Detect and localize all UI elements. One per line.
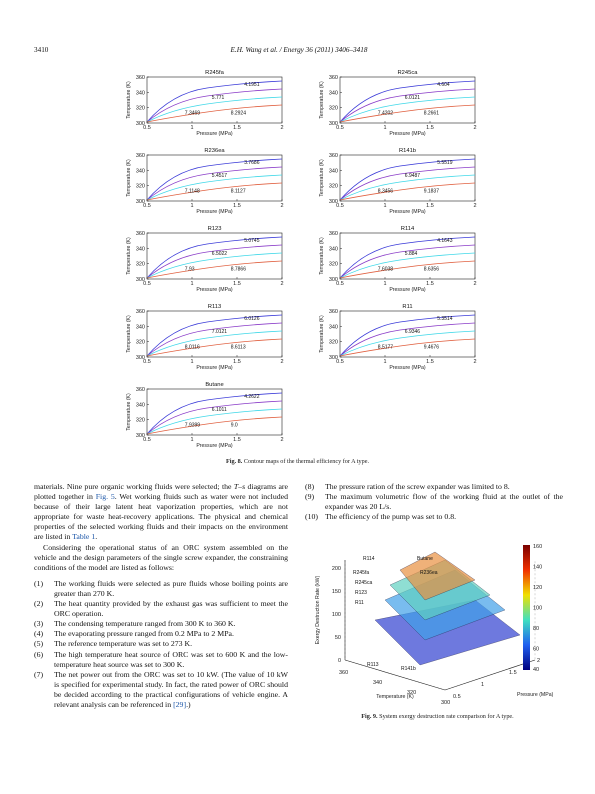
x-axis-label: Pressure (MPa) — [389, 209, 426, 215]
t-tick-label: 360 — [339, 670, 349, 676]
x-tick-label: 1 — [190, 359, 194, 365]
x-tick-label: 0.5 — [336, 203, 344, 209]
figure-9-caption-text: System exergy destruction rate comparison for A type. — [379, 713, 514, 720]
constraint-number: (3) — [34, 619, 44, 629]
z-tick-label: 100 — [331, 612, 341, 618]
y-axis-label: Temperature (K) — [126, 237, 132, 275]
panel-title: R123 — [207, 226, 222, 232]
y-tick-label: 300 — [135, 277, 145, 283]
y-tick-label: 320 — [328, 339, 338, 346]
y-tick-label: 340 — [135, 324, 145, 331]
x-tick-label: 0.5 — [143, 203, 151, 209]
contour-panel — [126, 148, 284, 215]
x-tick-label: 0.5 — [336, 359, 344, 365]
y-axis-label: Temperature (K) — [126, 315, 132, 353]
constraint-text: The condensing temperature ranged from 300 K to 360 K. — [54, 619, 236, 629]
table1-link[interactable]: Table 1 — [72, 532, 96, 542]
y-axis-label: Temperature (K) — [319, 315, 325, 353]
x-tick-label: 1.5 — [426, 359, 434, 365]
colorbar-tick-label: 60 — [533, 646, 540, 653]
page-number: 3410 — [34, 46, 49, 54]
x-tick-label: 2 — [280, 437, 284, 443]
panel-title: Butane — [205, 382, 224, 388]
y-axis-label: Temperature (K) — [126, 159, 132, 197]
y-tick-label: 320 — [135, 105, 145, 112]
contour-panel — [319, 70, 477, 137]
x-tick-label: 0.5 — [336, 125, 344, 131]
fluid-label: R113 — [367, 662, 379, 668]
t-tick-label: 320 — [407, 690, 417, 696]
x-tick-label: 2 — [473, 125, 477, 131]
y-tick-label: 300 — [328, 277, 338, 283]
x-tick-label: 2 — [473, 203, 477, 209]
y-tick-label: 340 — [135, 246, 145, 253]
p-tick-label: 2 — [537, 658, 541, 664]
fluid-label: R123 — [355, 590, 367, 596]
paragraph-constraints: Considering the operational status of an ORC system assembled on the vehicle and the design parameters of the single screw expander, the constraining conditions of the model are listed as follows: — [34, 542, 288, 572]
x-axis-label: Pressure (MPa) — [196, 209, 233, 215]
x-tick-label: 0.5 — [143, 359, 151, 365]
contour-value-label: 8.0116 — [184, 344, 200, 351]
fluid-label: R114 — [363, 556, 375, 562]
contour-value-label: 7.93 — [184, 266, 195, 273]
contour-value-label: 6.9487 — [404, 173, 421, 180]
y-tick-label: 340 — [135, 90, 145, 97]
y-tick-label: 340 — [328, 90, 338, 97]
constraint-item — [34, 629, 288, 639]
x-tick-label: 1.5 — [426, 125, 434, 131]
contour-panel — [319, 226, 477, 293]
y-tick-label: 300 — [135, 355, 145, 361]
contour-value-label: 8.6356 — [423, 266, 439, 273]
contour-value-label: 9.0 — [230, 422, 238, 429]
x-tick-label: 1.5 — [233, 125, 241, 131]
x-tick-label: 0.5 — [336, 281, 344, 287]
z-tick-label: 200 — [331, 566, 341, 572]
contour-value-label: 8.3456 — [377, 188, 394, 195]
constraint-item — [305, 512, 563, 522]
x-tick-label: 1 — [383, 125, 387, 131]
constraint-text: The working fluids were selected as pure fluids whose boiling points are greater than 270 K. — [54, 578, 288, 598]
constraint-item — [305, 492, 563, 512]
y-tick-label: 340 — [135, 402, 145, 409]
para1-part-a: materials. Nine pure organic working fluids were selected; the — [34, 482, 234, 491]
z-tick-label: 0 — [337, 658, 341, 664]
contour-value-label: 4.604 — [437, 82, 450, 89]
panel-title: R113 — [207, 304, 222, 310]
constraint-text: The high temperature heat source of ORC was set to 600 K and the low-temperature heat source was set to 300 K. — [54, 649, 288, 669]
x-tick-label: 1 — [190, 203, 194, 209]
x-tick-label: 0.5 — [143, 281, 151, 287]
y-tick-label: 320 — [328, 261, 338, 268]
y-tick-label: 360 — [135, 153, 145, 159]
fluid-label: R141b — [401, 666, 416, 672]
y-tick-label: 320 — [135, 183, 145, 190]
contour-value-label: 6.0121 — [404, 95, 421, 102]
x-axis-label: Pressure (MPa) — [389, 365, 426, 371]
constraint-item — [34, 619, 288, 629]
panel-title: R141b — [398, 148, 417, 154]
x-axis-label: Pressure (MPa) — [196, 287, 233, 293]
constraint-item — [34, 670, 288, 710]
contour-value-label: 6.5022 — [211, 251, 228, 258]
y-tick-label: 360 — [135, 231, 145, 237]
constraint-end: .) — [186, 699, 191, 709]
x-tick-label: 1 — [383, 281, 387, 287]
contour-value-label: 7.0121 — [211, 329, 228, 336]
fluid-label: R11 — [355, 600, 364, 606]
x-tick-label: 1 — [190, 125, 194, 131]
figure-8-contour-grid — [100, 64, 490, 454]
x-tick-label: 2 — [280, 359, 284, 365]
constraint-number: (6) — [34, 649, 44, 659]
y-tick-label: 360 — [135, 309, 145, 315]
pressure-axis-label: Pressure (MPa) — [517, 692, 554, 698]
y-tick-label: 300 — [328, 121, 338, 127]
fluid-label: R245ca — [355, 580, 373, 586]
x-tick-label: 1.5 — [426, 281, 434, 287]
y-tick-label: 340 — [328, 246, 338, 253]
x-tick-label: 1 — [383, 203, 387, 209]
y-tick-label: 340 — [328, 324, 338, 331]
contour-value-label: 5.771 — [211, 95, 225, 102]
y-tick-label: 340 — [328, 168, 338, 175]
constraint-number: (1) — [34, 578, 44, 588]
p-tick-label: 0.5 — [453, 694, 461, 700]
colorbar — [523, 545, 530, 670]
x-axis-label: Pressure (MPa) — [196, 131, 233, 137]
left-text-column — [34, 482, 288, 710]
para1-part-b: diagrams are plotted together in — [34, 482, 288, 502]
colorbar-tick-label: 100 — [533, 605, 543, 612]
right-text-column — [305, 482, 563, 522]
constraint-number: (7) — [34, 669, 44, 679]
y-tick-label: 360 — [135, 387, 145, 393]
contour-value-label: 8.6113 — [230, 344, 246, 351]
x-tick-label: 1.5 — [233, 203, 241, 209]
constraint-item — [34, 599, 288, 619]
y-tick-label: 300 — [135, 121, 145, 127]
contour-value-label: 3.7686 — [244, 160, 260, 167]
constraint-text: The net power out from the ORC was set to 10 kW. (The value of 10 kW is specified for experimental study. In fact, the rated power of ORC should be decided according to the practical configurations of vehicle engine. A relevant analysis can be referenced in — [54, 669, 288, 709]
y-axis-label: Temperature (K) — [319, 159, 325, 197]
constraint-item — [305, 482, 563, 492]
ts-term: T–s — [233, 482, 246, 491]
constraint-list-right — [305, 482, 563, 522]
x-tick-label: 1.5 — [233, 437, 241, 443]
contour-value-label: 7.4202 — [377, 110, 394, 117]
contour-value-label: 9.4676 — [423, 344, 439, 351]
reference-29-link[interactable]: [29] — [173, 699, 187, 709]
contour-panel — [126, 70, 284, 137]
constraint-number: (8) — [305, 482, 315, 491]
constraint-list-left-7 — [34, 670, 288, 710]
t-tick-label: 300 — [441, 700, 451, 706]
x-tick-label: 2 — [280, 125, 284, 131]
y-tick-label: 300 — [135, 433, 145, 439]
colorbar-tick-label: 140 — [533, 564, 543, 571]
para1-part-d: . — [95, 532, 98, 542]
y-axis-label: Temperature (K) — [126, 81, 132, 119]
figure-8-caption-text: Contour maps of the thermal efficiency for A type. — [243, 458, 370, 465]
constraint-number: (10) — [305, 512, 318, 522]
constraint-item — [34, 579, 288, 599]
constraint-item — [34, 650, 288, 670]
contour-value-label: 7.6038 — [377, 266, 394, 273]
contour-value-label: 5.3514 — [437, 316, 453, 323]
figure-9-caption-label: Fig. 9. — [361, 713, 378, 720]
x-tick-label: 1 — [190, 281, 194, 287]
contour-value-label: 7.3469 — [184, 110, 201, 117]
x-axis-label: Pressure (MPa) — [196, 443, 233, 449]
x-tick-label: 0.5 — [143, 125, 151, 131]
contour-value-label: 6.0126 — [244, 316, 260, 323]
x-tick-label: 2 — [280, 281, 284, 287]
y-tick-label: 360 — [328, 75, 338, 81]
fig5-link[interactable]: Fig. 5 — [95, 492, 115, 502]
constraint-item — [34, 639, 288, 649]
temperature-axis-label: Temperature (K) — [376, 694, 414, 700]
x-axis-label: Pressure (MPa) — [389, 287, 426, 293]
x-tick-label: 1.5 — [426, 203, 434, 209]
figure-8-caption-label: Fig. 8. — [225, 458, 243, 465]
contour-value-label: 5.4517 — [211, 173, 228, 180]
constraint-text: The evaporating pressure ranged from 0.2 MPa to 2 MPa. — [54, 629, 234, 639]
constraint-text: The maximum volumetric flow of the working fluid at the outlet of the expander was 20 L/s. — [325, 492, 563, 512]
p-tick-label: 1.5 — [509, 670, 517, 676]
y-tick-label: 320 — [135, 261, 145, 268]
colorbar-tick-label: 160 — [533, 544, 543, 550]
colorbar-tick-label: 40 — [533, 667, 540, 673]
fluid-label: Butane — [417, 556, 433, 562]
figure-9-caption — [305, 713, 570, 720]
p-tick-label: 1 — [481, 682, 485, 688]
x-tick-label: 2 — [473, 359, 477, 365]
panel-title: R245ca — [397, 70, 418, 76]
panel-title: R11 — [402, 304, 413, 310]
y-tick-label: 360 — [328, 153, 338, 159]
y-tick-label: 320 — [135, 417, 145, 424]
x-tick-label: 2 — [280, 203, 284, 209]
contour-value-label: 6.9346 — [404, 329, 421, 336]
x-axis-label: Pressure (MPa) — [196, 365, 233, 371]
contour-value-label: 5.5519 — [437, 160, 453, 167]
contour-panel — [126, 382, 284, 449]
panel-title: R236ea — [204, 148, 225, 154]
contour-value-label: 4.1643 — [437, 238, 453, 245]
y-tick-label: 320 — [328, 105, 338, 112]
journal-citation: E.H. Wang et al. / Energy 36 (2011) 3406–3418 — [230, 46, 368, 54]
contour-value-label: 7.1148 — [184, 188, 200, 195]
y-tick-label: 360 — [135, 75, 145, 81]
panel-title: R245fa — [205, 70, 224, 76]
y-tick-label: 300 — [135, 199, 145, 205]
contour-value-label: 8.5177 — [377, 344, 394, 351]
para1-part-c: . Wet working fluids such as water were not included because of their large latent heat vaporization properties, which are not appropriate for waste heat-recovery applications. The physical and chemical properties of the selected working fluids and their impacts on the environment are listed in — [34, 492, 288, 542]
z-tick-label: 150 — [331, 589, 341, 595]
pressure-axis — [445, 660, 535, 690]
panel-title: R114 — [400, 226, 415, 232]
constraint-number: (4) — [34, 629, 44, 639]
x-tick-label: 1.5 — [233, 281, 241, 287]
y-tick-label: 360 — [328, 309, 338, 315]
constraint-text: The pressure ration of the screw expander was limited to 8. — [325, 482, 510, 491]
x-tick-label: 1.5 — [233, 359, 241, 365]
figure-8-caption — [0, 458, 595, 465]
constraint-text: The efficiency of the pump was set to 0.8. — [325, 512, 457, 522]
temperature-axis — [345, 660, 445, 690]
contour-value-label: 8.2924 — [230, 110, 246, 117]
constraint-number: (2) — [34, 599, 44, 609]
y-tick-label: 320 — [135, 339, 145, 346]
fluid-label: R245fa — [353, 570, 370, 576]
z-tick-label: 50 — [334, 635, 341, 641]
contour-value-label: 8.7866 — [230, 266, 246, 273]
figure-9-3d-surface — [305, 540, 570, 710]
y-axis-label: Temperature (K) — [319, 237, 325, 275]
x-tick-label: 1 — [383, 359, 387, 365]
constraint-number: (5) — [34, 639, 44, 649]
y-tick-label: 360 — [328, 231, 338, 237]
y-axis-label: Temperature (K) — [126, 393, 132, 431]
contour-panel — [126, 304, 284, 371]
y-tick-label: 320 — [328, 183, 338, 190]
contour-value-label: 8.2661 — [423, 110, 439, 117]
y-tick-label: 300 — [328, 199, 338, 205]
y-axis-label: Temperature (K) — [319, 81, 325, 119]
x-tick-label: 1 — [190, 437, 194, 443]
contour-value-label: 7.9399 — [184, 422, 201, 429]
constraint-number: (9) — [305, 492, 315, 502]
contour-panel — [126, 226, 284, 293]
constraint-list-left — [34, 579, 288, 670]
colorbar-tick-label: 80 — [533, 626, 540, 632]
colorbar-tick-label: 120 — [533, 585, 543, 591]
contour-value-label: 4.1951 — [244, 82, 260, 89]
contour-panel — [319, 304, 477, 371]
contour-value-label: 9.1837 — [423, 188, 439, 195]
constraint-text: The heat quantity provided by the exhaust gas was sufficient to meet the ORC operation. — [54, 599, 288, 619]
x-tick-label: 0.5 — [143, 437, 151, 443]
constraint-text: The reference temperature was set to 273 K. — [54, 639, 193, 649]
y-tick-label: 300 — [328, 355, 338, 361]
paragraph-working-fluids — [34, 482, 288, 543]
x-axis-label: Pressure (MPa) — [389, 131, 426, 137]
t-tick-label: 340 — [373, 680, 383, 686]
exergy-axis-label: Exergy Destruction Rate (kW) — [315, 575, 321, 645]
contour-value-label: 4.2622 — [244, 394, 260, 401]
contour-value-label: 5.884 — [404, 251, 418, 258]
contour-value-label: 6.1011 — [211, 407, 227, 414]
contour-value-label: 8.1127 — [230, 188, 246, 195]
contour-panel — [319, 148, 477, 215]
contour-value-label: 5.0745 — [244, 238, 260, 245]
fluid-label: R236ea — [420, 570, 438, 576]
y-tick-label: 340 — [135, 168, 145, 175]
x-tick-label: 2 — [473, 281, 477, 287]
